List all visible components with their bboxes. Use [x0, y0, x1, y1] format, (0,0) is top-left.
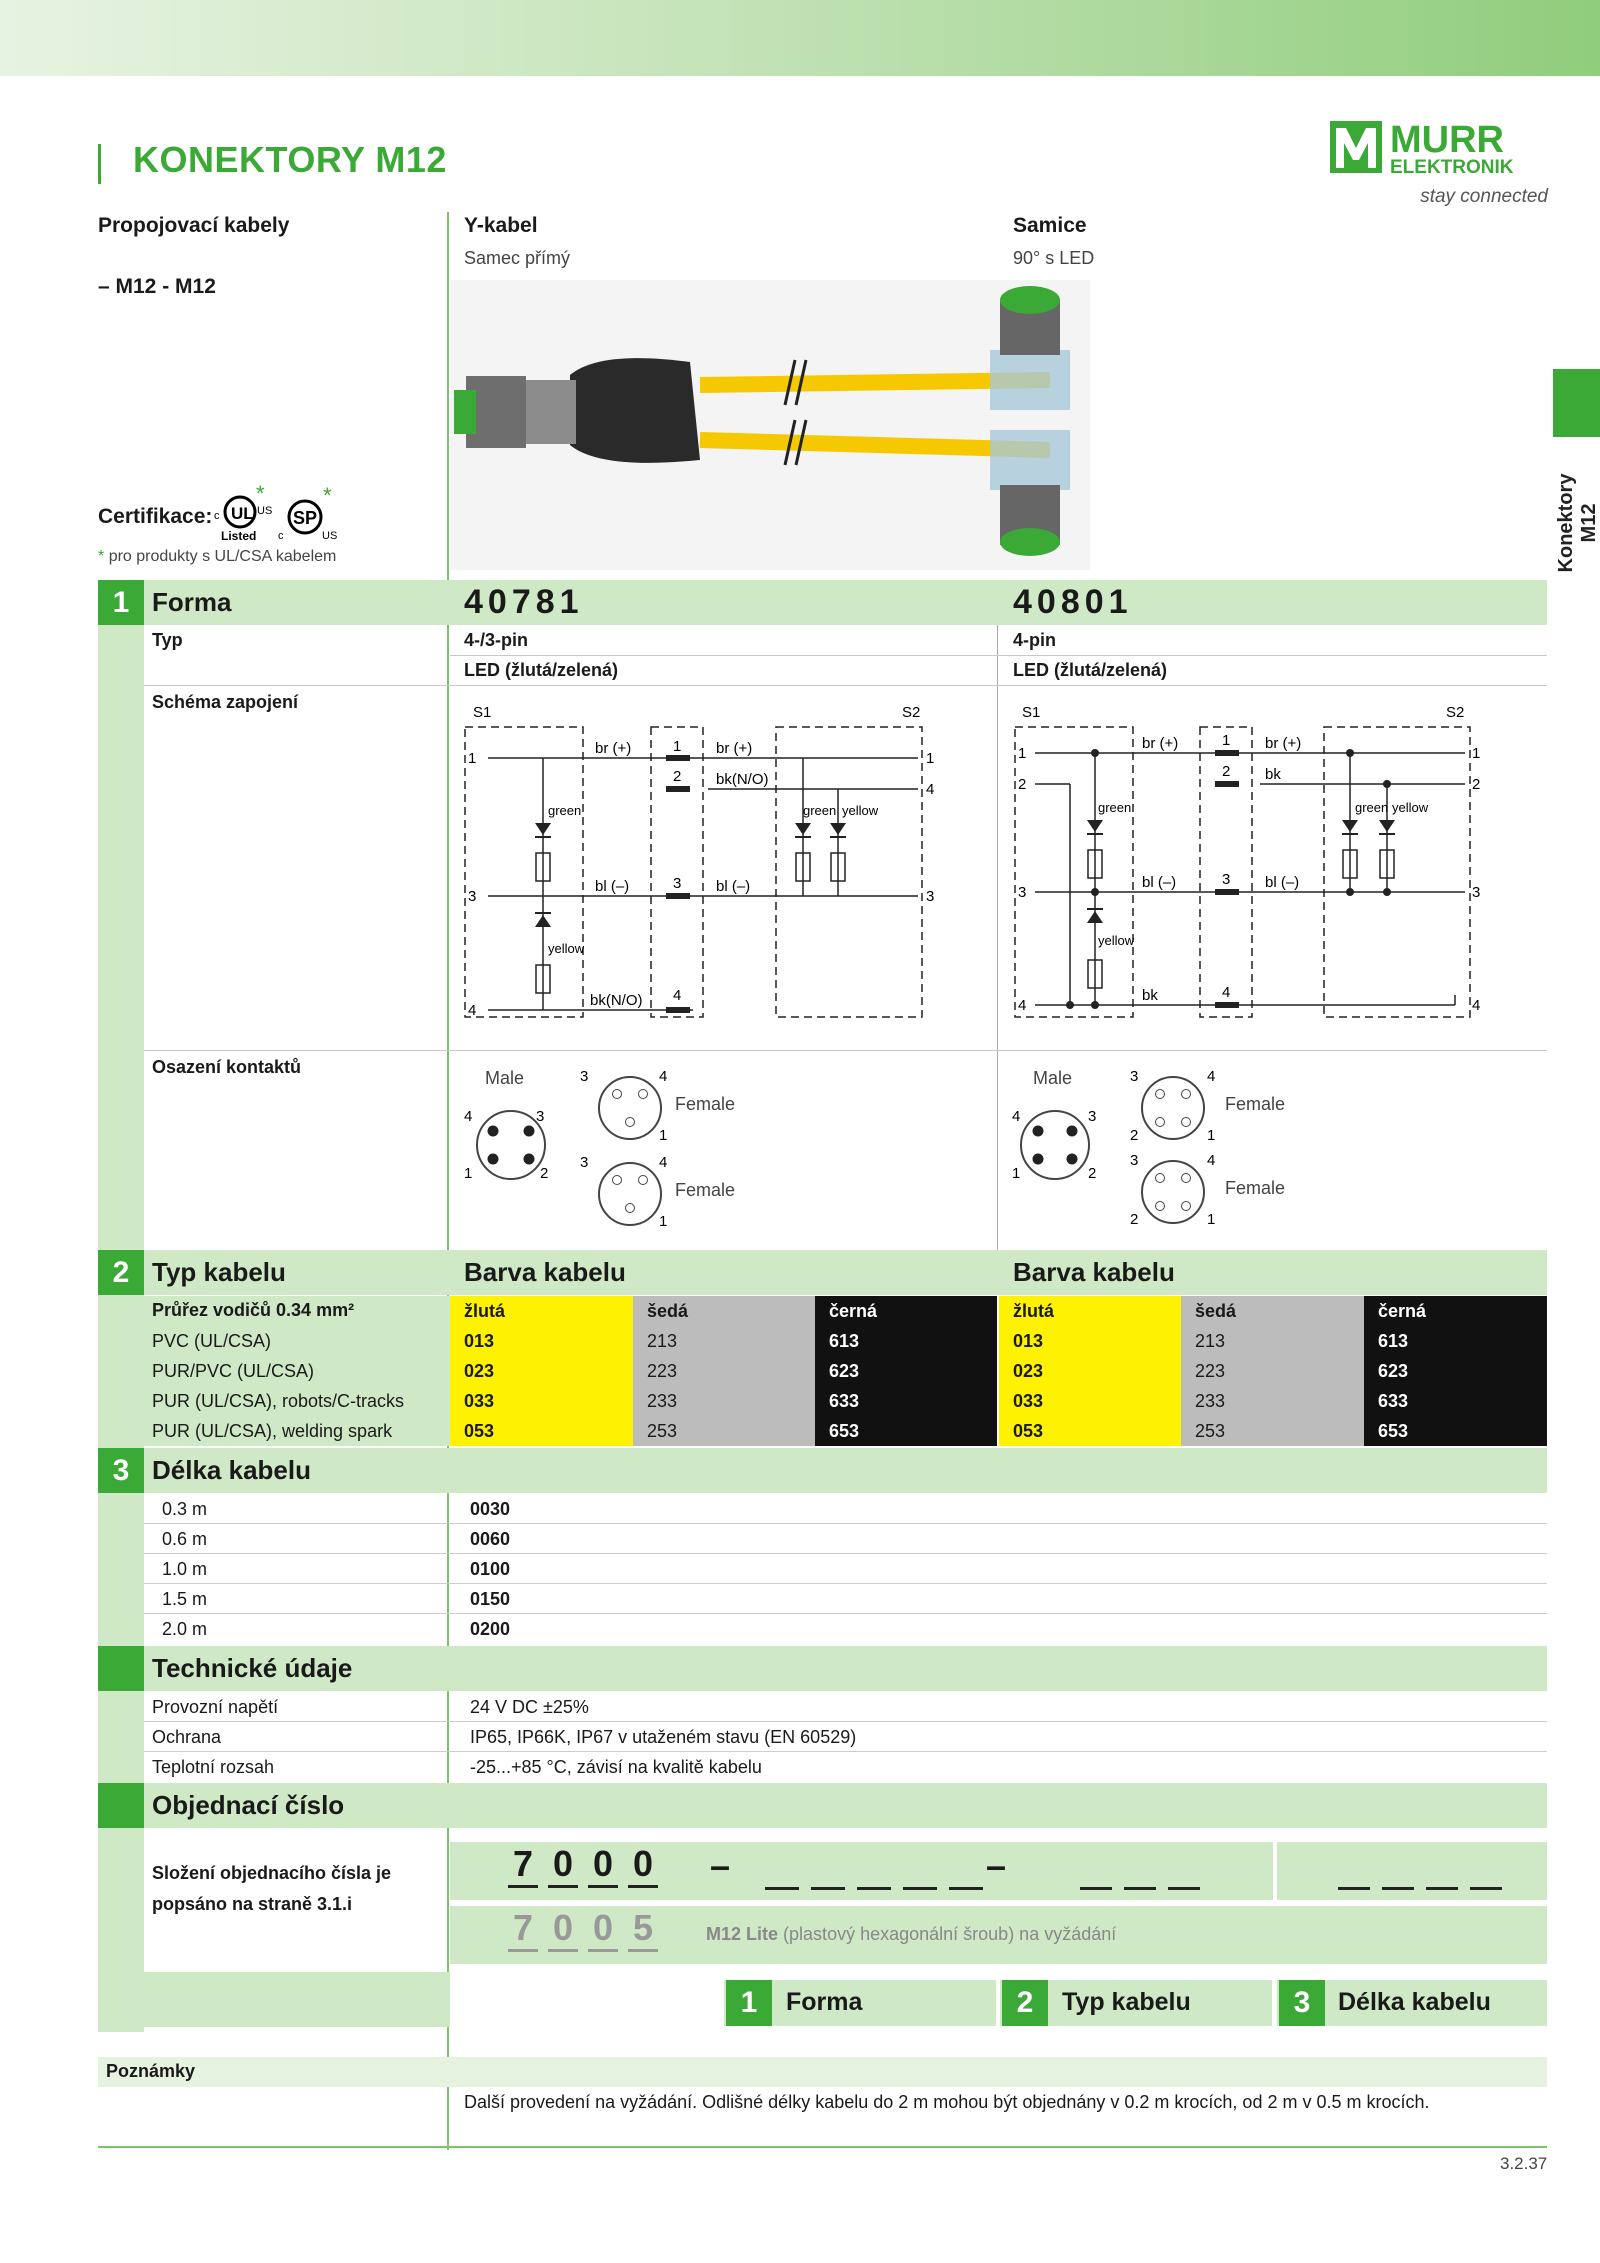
- led-value-2: LED (žlutá/zelená): [1013, 660, 1168, 680]
- svg-text:Listed: Listed: [221, 529, 257, 543]
- col1-title: Y-kabel: [464, 214, 538, 237]
- section2-number: 2: [98, 1250, 144, 1295]
- svg-text:c: c: [214, 510, 220, 522]
- contacts-label: Osazení kontaktů: [152, 1057, 302, 1077]
- svg-text:br (+): br (+): [1142, 735, 1179, 752]
- svg-text:3: 3: [673, 875, 682, 892]
- svg-text:SP: SP: [293, 508, 318, 528]
- table-cell: 653: [1364, 1416, 1547, 1446]
- logo-text-murr: MURR: [1390, 119, 1504, 161]
- svg-text:2: 2: [540, 1165, 549, 1182]
- table-cell: 233: [633, 1386, 815, 1416]
- color-table-40801: [999, 1296, 1547, 1446]
- svg-text:1: 1: [1012, 1165, 1021, 1182]
- svg-text:4: 4: [673, 987, 682, 1004]
- table-cell: 033: [999, 1386, 1181, 1416]
- svg-text:1: 1: [1207, 1127, 1216, 1144]
- table-cell: 253: [1181, 1416, 1364, 1446]
- column-divider: [447, 212, 449, 2150]
- svg-text:bl (–): bl (–): [1142, 874, 1177, 891]
- top-banner: [0, 0, 1600, 76]
- product-code-40781: 40781: [464, 583, 584, 621]
- svg-text:3: 3: [1088, 1108, 1097, 1125]
- table-cell: 613: [815, 1326, 997, 1356]
- col-yellow: žlutá: [450, 1296, 633, 1326]
- product-code-40801: 40801: [1013, 583, 1133, 621]
- table-row: 0.3 m 0030: [144, 1494, 1547, 1524]
- section1-number: 1: [98, 580, 144, 625]
- svg-text:4: 4: [659, 1154, 668, 1171]
- col-grey: šedá: [1181, 1296, 1364, 1326]
- svg-text:Male: Male: [485, 1068, 525, 1088]
- section3-header: [144, 1448, 1547, 1493]
- order-digits-7005: 7 0 0 5: [508, 1907, 658, 1952]
- svg-text:bk: bk: [1265, 766, 1281, 783]
- svg-text:4: 4: [1222, 984, 1231, 1001]
- page-number: 3.2.37: [1500, 2154, 1548, 2173]
- table-row: 1.5 m 0150: [144, 1584, 1547, 1614]
- cable-color-header-1: Barva kabelu: [464, 1257, 626, 1287]
- legend-number-1: 1: [726, 1980, 772, 2026]
- table-cell: 633: [815, 1386, 997, 1416]
- table-row: 0.6 m 0060: [144, 1524, 1547, 1554]
- col1-sub: Samec přímý: [464, 248, 571, 268]
- led-value-1: LED (žlutá/zelená): [464, 660, 619, 680]
- order-slots-delka[interactable]: [1338, 1850, 1502, 1890]
- ul-csa-icon: [210, 485, 350, 545]
- table-cell: 223: [633, 1356, 815, 1386]
- order-slots-forma[interactable]: [765, 1850, 983, 1890]
- svg-text:Female: Female: [675, 1180, 736, 1200]
- svg-text:3: 3: [926, 888, 935, 905]
- table-cell: 013: [999, 1326, 1181, 1356]
- table-cell: 053: [450, 1416, 633, 1446]
- order-dash: –: [986, 1845, 1007, 1886]
- svg-text:4: 4: [1012, 1108, 1021, 1125]
- divider: [144, 1050, 1547, 1051]
- svg-text:4: 4: [1018, 997, 1027, 1014]
- table-cell: 013: [450, 1326, 633, 1356]
- order-header: [144, 1783, 1547, 1828]
- cert-label: Certifikace:: [98, 505, 213, 528]
- svg-text:3: 3: [1130, 1152, 1139, 1169]
- table-cell: 033: [450, 1386, 633, 1416]
- table-cell: 633: [1364, 1386, 1547, 1416]
- svg-text:4: 4: [468, 1002, 477, 1019]
- divider: [144, 685, 1547, 686]
- cable-image: [450, 280, 1090, 570]
- svg-text:yellow: yellow: [842, 803, 879, 818]
- svg-text:green: green: [1355, 800, 1389, 815]
- order-marker: [98, 1783, 144, 1828]
- svg-text:2: 2: [1222, 763, 1231, 780]
- order-slots-typ[interactable]: [1080, 1850, 1200, 1890]
- table-cell: 023: [999, 1356, 1181, 1386]
- legend-spacer: [450, 1980, 720, 2026]
- order-dash: –: [710, 1845, 731, 1886]
- col2-title: Samice: [1013, 214, 1087, 237]
- tech-header: [144, 1646, 1547, 1691]
- svg-text:1: 1: [659, 1213, 668, 1230]
- svg-text:bl (–): bl (–): [595, 878, 630, 895]
- column-divider: [997, 580, 998, 1262]
- intro-left-title: Propojovací kabely: [98, 214, 290, 237]
- svg-text:bk(N/O): bk(N/O): [590, 992, 643, 1009]
- svg-text:S1: S1: [1022, 704, 1041, 721]
- svg-text:1: 1: [659, 1127, 668, 1144]
- col-black: černá: [1364, 1296, 1547, 1326]
- svg-text:4: 4: [464, 1108, 473, 1125]
- side-tab-label: Konektory M12: [1555, 473, 1600, 573]
- pinout-40781: [458, 1060, 938, 1235]
- order-digits-7000: 7 0 0 0: [508, 1843, 658, 1888]
- svg-text:2: 2: [1018, 776, 1027, 793]
- svg-text:bk: bk: [1142, 987, 1158, 1004]
- svg-text:1: 1: [464, 1165, 473, 1182]
- side-tab[interactable]: [1553, 369, 1600, 437]
- table-cell: 623: [1364, 1356, 1547, 1386]
- wiring-diagram-40801: [1010, 695, 1490, 1035]
- logo-tagline: stay connected: [1420, 186, 1548, 207]
- svg-text:Female: Female: [1225, 1094, 1286, 1114]
- cable-type-row-label: PUR/PVC (UL/CSA): [152, 1361, 315, 1381]
- section2-label: Typ kabelu: [152, 1257, 286, 1287]
- prurez-label: Průřez vodičů 0.34 mm²: [152, 1300, 355, 1320]
- legend-forma-label: Forma: [786, 1988, 863, 2016]
- svg-text:br (+): br (+): [1265, 735, 1302, 752]
- svg-text:*: *: [323, 485, 332, 508]
- table-cell: 613: [1364, 1326, 1547, 1356]
- cable-color-header-2: Barva kabelu: [1013, 1257, 1175, 1287]
- cable-type-row-label: PUR (UL/CSA), robots/C-tracks: [152, 1391, 405, 1411]
- svg-text:1: 1: [1018, 745, 1027, 762]
- svg-text:Male: Male: [1033, 1068, 1073, 1088]
- table-row: 2.0 m 0200: [162, 1619, 511, 1639]
- wiring-diagram-40781: [458, 695, 938, 1035]
- cert-note: * pro produkty s UL/CSA kabelem: [98, 548, 337, 565]
- page-title: KONEKTORY M12: [133, 139, 447, 180]
- color-table-40781: [450, 1296, 997, 1446]
- svg-text:br (+): br (+): [595, 740, 632, 757]
- col2-sub: 90° s LED: [1013, 248, 1095, 268]
- schema-label: Schéma zapojení: [152, 692, 299, 712]
- title-accent: [98, 144, 101, 184]
- order-description: Složení objednacího čísla je popsáno na straně 3.1.i: [152, 1863, 392, 1914]
- svg-text:br (+): br (+): [716, 740, 753, 757]
- svg-text:1: 1: [1222, 732, 1231, 749]
- table-cell: 233: [1181, 1386, 1364, 1416]
- svg-text:3: 3: [1472, 884, 1481, 901]
- table-cell: 653: [815, 1416, 997, 1446]
- typ-value-1: 4-/3-pin: [464, 630, 529, 650]
- svg-text:3: 3: [580, 1068, 589, 1085]
- table-row: Ochrana IP65, IP66K, IP67 v utaženém stavu (EN 60529): [144, 1722, 1547, 1752]
- svg-text:c: c: [278, 530, 284, 542]
- svg-text:green: green: [548, 803, 582, 818]
- notes-header: [98, 2057, 1547, 2087]
- svg-text:*: *: [256, 485, 265, 506]
- svg-text:yellow: yellow: [548, 941, 585, 956]
- legend-number-2: 2: [1002, 1980, 1048, 2026]
- svg-text:3: 3: [580, 1154, 589, 1171]
- intro-left-sub: – M12 - M12: [98, 275, 216, 298]
- table-cell: 023: [450, 1356, 633, 1386]
- svg-text:4: 4: [659, 1068, 668, 1085]
- svg-text:US: US: [322, 530, 338, 542]
- pinout-40801: [1010, 1060, 1490, 1235]
- svg-text:1: 1: [1472, 745, 1481, 762]
- svg-text:UL: UL: [231, 504, 254, 523]
- table-cell: 213: [1181, 1326, 1364, 1356]
- svg-text:4: 4: [1207, 1068, 1216, 1085]
- svg-text:3: 3: [468, 888, 477, 905]
- notes-label: Poznámky: [106, 2061, 196, 2081]
- svg-text:1: 1: [926, 750, 935, 767]
- svg-text:bk(N/O): bk(N/O): [716, 771, 769, 788]
- logo-text-elektronik: ELEKTRONIK: [1390, 157, 1514, 178]
- svg-text:1: 1: [1207, 1211, 1216, 1228]
- legend-spacer: [98, 1972, 450, 2027]
- table-cell: 053: [999, 1416, 1181, 1446]
- svg-text:2: 2: [1130, 1127, 1139, 1144]
- svg-text:bl (–): bl (–): [716, 878, 751, 895]
- table-cell: 253: [633, 1416, 815, 1446]
- svg-text:yellow: yellow: [1098, 933, 1135, 948]
- svg-text:2: 2: [673, 768, 682, 785]
- svg-text:3: 3: [1018, 884, 1027, 901]
- svg-text:US: US: [257, 505, 273, 517]
- section3-label: Délka kabelu: [152, 1455, 311, 1485]
- col-yellow: žlutá: [999, 1296, 1181, 1326]
- svg-text:green: green: [1098, 800, 1132, 815]
- svg-text:2: 2: [1472, 776, 1481, 793]
- col-black: černá: [815, 1296, 997, 1326]
- svg-text:1: 1: [468, 750, 477, 767]
- svg-text:S2: S2: [902, 704, 921, 721]
- tech-table: [144, 1692, 1547, 1782]
- svg-text:1: 1: [673, 738, 682, 755]
- footer-line: [98, 2146, 1547, 2148]
- table-cell: 623: [815, 1356, 997, 1386]
- m12-lite-note: M12 Lite (plastový hexagonální šroub) na vyžádání: [706, 1924, 1117, 1944]
- cable-type-row-label: PUR (UL/CSA), welding spark: [152, 1421, 393, 1441]
- notes-text: Další provedení na vyžádání. Odlišné délky kabelu do 2 m mohou být objednány v 0.2 m krocích, od 2 m v 0.5 m krocích.: [464, 2092, 1430, 2112]
- svg-text:Female: Female: [1225, 1178, 1286, 1198]
- col-grey: šedá: [633, 1296, 815, 1326]
- table-row: Provozní napětí 24 V DC ±25%: [144, 1692, 1547, 1722]
- svg-text:3: 3: [1222, 871, 1231, 888]
- section1-header: [144, 580, 1547, 625]
- legend-number-3: 3: [1279, 1980, 1325, 2026]
- tech-label: Technické údaje: [152, 1653, 353, 1683]
- svg-text:3: 3: [1130, 1068, 1139, 1085]
- svg-text:Female: Female: [675, 1094, 736, 1114]
- table-row: 1.0 m 0100: [144, 1554, 1547, 1584]
- legend-delka-label: Délka kabelu: [1338, 1988, 1491, 2016]
- typ-label: Typ: [152, 630, 183, 650]
- cable-type-row-label: PVC (UL/CSA): [152, 1331, 272, 1351]
- svg-text:3: 3: [536, 1108, 545, 1125]
- legend-typ-label: Typ kabelu: [1062, 1988, 1191, 2016]
- typ-value-2: 4-pin: [1013, 630, 1056, 650]
- svg-text:4: 4: [1472, 997, 1481, 1014]
- section2-header: [144, 1250, 1547, 1295]
- svg-text:2: 2: [1130, 1211, 1139, 1228]
- svg-text:green: green: [803, 803, 837, 818]
- order-label: Objednací číslo: [152, 1790, 345, 1820]
- svg-text:4: 4: [926, 781, 935, 798]
- section1-label: Forma: [152, 587, 232, 617]
- svg-text:4: 4: [1207, 1152, 1216, 1169]
- table-cell: 213: [633, 1326, 815, 1356]
- section3-number: 3: [98, 1448, 144, 1493]
- svg-text:S2: S2: [1446, 704, 1465, 721]
- table-row: Teplotní rozsah -25...+85 °C, závisí na kvalitě kabelu: [152, 1757, 762, 1777]
- table-cell: 223: [1181, 1356, 1364, 1386]
- divider: [450, 655, 1547, 656]
- svg-text:bl (–): bl (–): [1265, 874, 1300, 891]
- svg-text:S1: S1: [473, 704, 492, 721]
- tech-marker: [98, 1646, 144, 1691]
- svg-text:yellow: yellow: [1392, 800, 1429, 815]
- svg-text:2: 2: [1088, 1165, 1097, 1182]
- length-table: [144, 1494, 1547, 1644]
